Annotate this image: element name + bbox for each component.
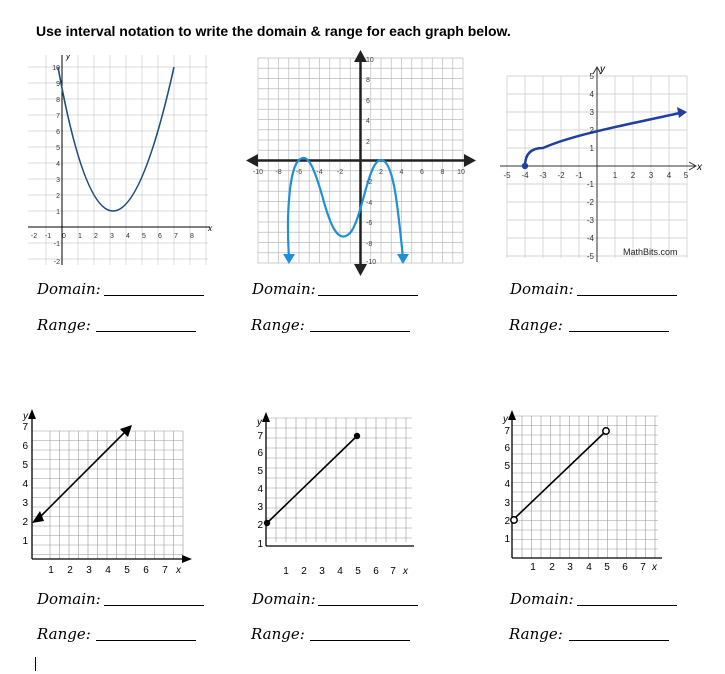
x-axis-arrow-left	[246, 154, 258, 167]
y-tick: 3	[589, 108, 594, 117]
x-tick: 5	[124, 565, 130, 576]
x-tick: 3	[110, 233, 114, 240]
y-tick: 7	[504, 426, 510, 437]
sqrt-curve-arrow	[677, 107, 687, 118]
x-tick: -10	[252, 169, 264, 176]
worksheet-title: Use interval notation to write the domain & range for each graph below.	[36, 23, 511, 39]
y-tick: 5	[56, 145, 60, 152]
x-axis-arrow-right	[464, 154, 476, 167]
x-tick: 6	[622, 562, 628, 573]
range-answer-line-2[interactable]	[310, 316, 410, 332]
y-tick: 1	[56, 209, 60, 216]
x-tick: -4	[316, 169, 323, 176]
x-tick: 1	[530, 562, 536, 573]
range-answer-line-5[interactable]	[310, 625, 410, 641]
graph-quartic	[246, 50, 478, 276]
x-tick: -6	[295, 169, 303, 176]
domain-label-2: Domain:	[252, 280, 316, 298]
x-tick: 6	[373, 566, 379, 577]
grid	[28, 55, 208, 265]
y-tick: 10	[366, 57, 374, 64]
y-tick: -2	[366, 179, 373, 186]
x-tick: 4	[399, 169, 404, 176]
x-tick: 3	[86, 565, 92, 576]
x-tick: -2	[30, 233, 38, 240]
y-tick: -4	[586, 234, 594, 243]
segment-end-open-point	[603, 428, 609, 434]
segment-end-point	[354, 433, 360, 439]
domain-label-3: Domain:	[510, 280, 574, 298]
graph-parabola	[28, 55, 218, 270]
x-tick: 4	[126, 233, 130, 240]
axis-var-x: x	[652, 562, 657, 573]
y-tick: 9	[56, 81, 60, 88]
range-label-2: Range:	[251, 316, 305, 334]
axis-var-y: y	[66, 55, 70, 61]
y-tick: -1	[586, 180, 594, 189]
y-tick: -4	[366, 200, 373, 207]
x-tick: -3	[539, 171, 547, 180]
y-axis-arrow	[262, 412, 270, 422]
y-tick: -5	[586, 252, 594, 261]
y-tick: 6	[504, 443, 510, 454]
x-tick: 1	[612, 171, 618, 180]
segment-start-point	[264, 520, 270, 526]
grid	[512, 416, 658, 558]
x-tick: -2	[557, 171, 565, 180]
y-tick: -8	[366, 241, 373, 248]
y-tick: 1	[589, 144, 594, 153]
grid	[266, 418, 412, 542]
x-tick: -8	[275, 169, 282, 176]
y-tick: 8	[366, 77, 370, 84]
x-tick: 7	[640, 562, 646, 573]
segment-start-open-point	[511, 517, 517, 523]
x-tick: 5	[142, 233, 146, 240]
y-tick: 3	[257, 502, 263, 513]
axis-var-x: x	[403, 566, 408, 577]
x-tick: -4	[521, 171, 529, 180]
y-tick: 2	[366, 139, 370, 146]
domain-answer-line-2[interactable]	[318, 280, 418, 296]
domain-label-4: Domain:	[37, 590, 101, 608]
x-tick: 1	[78, 233, 82, 240]
x-tick: -1	[575, 171, 583, 180]
x-tick: 3	[319, 566, 325, 577]
y-tick: -1	[53, 241, 60, 248]
x-tick: 2	[301, 566, 307, 577]
y-tick: 1	[257, 539, 263, 550]
y-tick: 7	[257, 431, 263, 442]
ray-line	[36, 431, 126, 521]
x-tick: -1	[44, 233, 52, 240]
y-tick: 3	[504, 498, 510, 509]
range-label-6: Range:	[509, 625, 563, 643]
range-label-3: Range:	[509, 316, 563, 334]
domain-label-5: Domain:	[252, 590, 316, 608]
y-tick: -2	[53, 259, 60, 266]
y-tick: 4	[22, 479, 28, 490]
y-tick: -6	[366, 220, 373, 227]
y-tick: 5	[504, 461, 510, 472]
axis-var-x: x	[208, 224, 212, 233]
y-tick: 2	[257, 520, 263, 531]
x-tick: 3	[567, 562, 573, 573]
x-tick: 8	[190, 233, 194, 240]
domain-answer-line-1[interactable]	[104, 280, 204, 296]
x-tick: 6	[158, 233, 162, 240]
range-label-1: Range:	[37, 316, 91, 334]
x-tick: 2	[379, 169, 383, 176]
credit-label: MathBits.com	[623, 247, 678, 257]
y-tick: 3	[56, 177, 60, 184]
x-tick: 2	[630, 171, 636, 180]
y-tick: 3	[22, 498, 28, 509]
range-answer-line-4[interactable]	[96, 625, 196, 641]
sqrt-curve	[525, 113, 680, 166]
x-tick: 4	[586, 562, 592, 573]
y-tick: 2	[504, 516, 510, 527]
y-axis-arrow	[28, 409, 36, 419]
x-tick: 4	[666, 171, 672, 180]
x-tick: 5	[355, 566, 361, 577]
y-tick: 2	[22, 517, 28, 528]
graph-ray	[18, 405, 193, 580]
x-tick: 7	[174, 233, 178, 240]
y-tick: 4	[589, 90, 594, 99]
y-tick: 6	[366, 98, 370, 105]
x-tick: 4	[337, 566, 343, 577]
axis-var-y: y	[23, 411, 28, 422]
domain-label-1: Domain:	[37, 280, 101, 298]
y-tick: 10	[52, 65, 60, 72]
y-tick: 7	[56, 113, 60, 120]
y-tick: 6	[257, 448, 263, 459]
y-tick: 6	[22, 441, 28, 452]
x-tick: 5	[683, 171, 689, 180]
domain-answer-line-4[interactable]	[104, 590, 204, 606]
x-tick: 2	[67, 565, 73, 576]
y-tick: 2	[589, 126, 594, 135]
axis-var-y: y	[257, 417, 262, 428]
x-tick: 1	[48, 565, 54, 576]
x-tick: 8	[440, 169, 445, 176]
x-tick: 0	[62, 233, 66, 240]
x-tick: -2	[336, 169, 344, 176]
x-axis-arrow	[182, 555, 192, 563]
y-tick: 2	[56, 193, 60, 200]
range-label-5: Range:	[251, 625, 305, 643]
x-tick: 1	[283, 566, 289, 577]
x-tick: 3	[648, 171, 654, 180]
y-tick: 1	[22, 536, 28, 547]
ray-arrow-start	[32, 511, 44, 523]
text-cursor	[35, 657, 36, 671]
y-tick: 8	[56, 97, 60, 104]
x-tick: 7	[162, 565, 168, 576]
axis-var-y: y	[503, 414, 508, 425]
domain-answer-line-6[interactable]	[577, 590, 677, 606]
y-axis-arrow	[508, 410, 516, 420]
y-tick: -3	[586, 216, 594, 225]
y-tick: -2	[586, 198, 594, 207]
axis-var-x: x	[697, 162, 702, 173]
x-tick: 10	[457, 169, 465, 176]
y-tick: 5	[22, 460, 28, 471]
axis-var-x: x	[176, 565, 181, 576]
x-tick: 7	[390, 566, 396, 577]
x-tick: 6	[143, 565, 149, 576]
parabola-curve	[58, 67, 174, 211]
x-tick: 2	[549, 562, 555, 573]
domain-label-6: Domain:	[510, 590, 574, 608]
y-tick: 4	[56, 161, 60, 168]
y-tick: 7	[22, 422, 28, 433]
sqrt-start-point	[522, 163, 528, 169]
y-tick: 6	[56, 129, 60, 136]
y-tick: 4	[504, 479, 510, 490]
x-tick: 5	[604, 562, 610, 573]
graph-sqrt	[500, 62, 710, 268]
axis-var-y: y	[600, 64, 605, 75]
x-tick: -5	[503, 171, 511, 180]
y-tick: 5	[257, 466, 263, 477]
segment-line	[267, 436, 357, 523]
y-tick: 4	[366, 118, 370, 125]
y-tick: 5	[589, 72, 594, 81]
domain-answer-line-3[interactable]	[577, 280, 677, 296]
y-tick: 1	[504, 534, 510, 545]
range-answer-line-1[interactable]	[96, 316, 196, 332]
y-tick: 4	[257, 484, 263, 495]
x-tick: 6	[420, 169, 424, 176]
range-label-4: Range:	[37, 625, 91, 643]
domain-answer-line-5[interactable]	[318, 590, 418, 606]
range-answer-line-6[interactable]	[569, 625, 669, 641]
x-tick: 2	[94, 233, 98, 240]
x-tick: 4	[105, 565, 111, 576]
graph-segment-closed	[252, 410, 422, 582]
range-answer-line-3[interactable]	[569, 316, 669, 332]
graph-segment-open	[498, 408, 668, 580]
y-tick: -10	[366, 259, 377, 266]
